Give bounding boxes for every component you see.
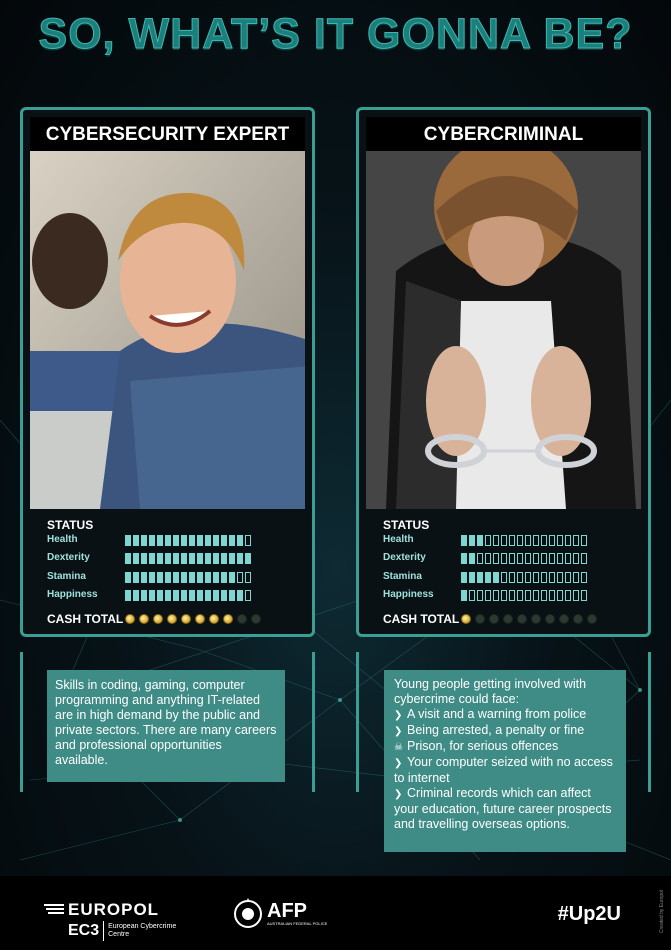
stat-segment bbox=[181, 590, 187, 601]
stat-segment bbox=[205, 553, 211, 564]
stat-segment bbox=[141, 590, 147, 601]
stat-segment bbox=[573, 535, 579, 546]
stat-segment bbox=[565, 553, 571, 564]
stat-segment bbox=[221, 572, 227, 583]
stat-segment bbox=[549, 535, 555, 546]
stat-segment bbox=[165, 572, 171, 583]
afp-wordmark: AFP bbox=[267, 900, 307, 922]
coin-icon bbox=[167, 614, 177, 624]
expert-info-box: Skills in coding, gaming, computer programming and anything IT-related are in high demand by the public and private sectors. There are many careers and professional opportunities available. bbox=[47, 670, 285, 782]
stat-label: Health bbox=[47, 534, 78, 545]
health-bar bbox=[461, 535, 587, 546]
list-item-text: A visit and a warning from police bbox=[407, 707, 587, 721]
stat-segment bbox=[533, 590, 539, 601]
stat-segment bbox=[549, 572, 555, 583]
coin-icon bbox=[573, 614, 583, 624]
arrow-icon: ❯ bbox=[394, 726, 403, 737]
stat-segment bbox=[189, 535, 195, 546]
stat-segment bbox=[573, 590, 579, 601]
cash-coins bbox=[461, 614, 597, 624]
stat-segment bbox=[173, 553, 179, 564]
stat-label: Happiness bbox=[383, 589, 434, 600]
stat-label: Dexterity bbox=[383, 552, 426, 563]
stat-segment bbox=[485, 535, 491, 546]
stat-segment bbox=[565, 590, 571, 601]
page-title: SO, WHAT’S IT GONNA BE? bbox=[38, 10, 633, 58]
stat-segment bbox=[205, 535, 211, 546]
list-item-text: Being arrested, a penalty or fine bbox=[407, 723, 585, 737]
stat-segment bbox=[461, 535, 467, 546]
stat-segment bbox=[493, 590, 499, 601]
coin-icon bbox=[587, 614, 597, 624]
stat-segment bbox=[493, 535, 499, 546]
stat-segment bbox=[141, 535, 147, 546]
stat-segment bbox=[541, 572, 547, 583]
stat-segment bbox=[477, 553, 483, 564]
stat-label: Stamina bbox=[383, 571, 422, 582]
stat-segment bbox=[197, 553, 203, 564]
coin-icon bbox=[209, 614, 219, 624]
stat-segment bbox=[485, 572, 491, 583]
stat-segment bbox=[533, 572, 539, 583]
stat-segment bbox=[149, 553, 155, 564]
stat-segment bbox=[197, 590, 203, 601]
stat-segment bbox=[125, 590, 131, 601]
stat-segment bbox=[189, 553, 195, 564]
stat-segment bbox=[149, 590, 155, 601]
stat-segment bbox=[501, 553, 507, 564]
arrow-icon: ❯ bbox=[394, 789, 403, 800]
stat-label: Stamina bbox=[47, 571, 86, 582]
happiness-bar bbox=[125, 590, 251, 601]
stat-segment bbox=[557, 572, 563, 583]
stat-segment bbox=[533, 535, 539, 546]
stat-segment bbox=[509, 572, 515, 583]
coin-icon bbox=[475, 614, 485, 624]
card-heading: CYBERSECURITY EXPERT bbox=[30, 117, 305, 151]
stat-segment bbox=[565, 572, 571, 583]
stat-segment bbox=[493, 553, 499, 564]
status-heading: STATUS bbox=[47, 518, 94, 532]
stat-segment bbox=[509, 590, 515, 601]
stat-segment bbox=[469, 553, 475, 564]
stat-segment bbox=[125, 535, 131, 546]
stat-segment bbox=[213, 535, 219, 546]
stat-segment bbox=[461, 553, 467, 564]
coin-icon bbox=[237, 614, 247, 624]
stat-segment bbox=[245, 535, 251, 546]
coin-icon bbox=[517, 614, 527, 624]
stat-segment bbox=[173, 590, 179, 601]
stat-segment bbox=[581, 590, 587, 601]
coin-icon bbox=[559, 614, 569, 624]
stat-segment bbox=[237, 572, 243, 583]
coin-icon bbox=[489, 614, 499, 624]
stat-segment bbox=[165, 553, 171, 564]
coin-icon bbox=[153, 614, 163, 624]
stat-segment bbox=[221, 553, 227, 564]
dexterity-bar bbox=[461, 553, 587, 564]
stat-segment bbox=[157, 535, 163, 546]
stat-label: Happiness bbox=[47, 589, 98, 600]
stat-segment bbox=[229, 535, 235, 546]
coin-icon bbox=[139, 614, 149, 624]
stat-segment bbox=[245, 553, 251, 564]
afp-logo[interactable] bbox=[233, 898, 327, 930]
health-bar bbox=[125, 535, 251, 546]
stat-segment bbox=[245, 590, 251, 601]
list-item-text: Criminal records which can affect your education, future career prospects and travelling overseas options. bbox=[394, 786, 612, 831]
stat-segment bbox=[181, 535, 187, 546]
stat-segment bbox=[557, 590, 563, 601]
stamina-bar bbox=[125, 572, 251, 583]
stat-segment bbox=[237, 553, 243, 564]
coin-icon bbox=[503, 614, 513, 624]
stat-segment bbox=[501, 590, 507, 601]
cash-coins bbox=[125, 614, 261, 624]
hashtag: #Up2U bbox=[557, 903, 621, 925]
stat-segment bbox=[213, 553, 219, 564]
stat-segment bbox=[517, 535, 523, 546]
list-item bbox=[394, 755, 616, 786]
stat-segment bbox=[141, 553, 147, 564]
stat-segment bbox=[125, 572, 131, 583]
stat-segment bbox=[133, 553, 139, 564]
stat-segment bbox=[181, 572, 187, 583]
stat-segment bbox=[557, 553, 563, 564]
stat-segment bbox=[157, 590, 163, 601]
europol-wordmark: EUROPOL bbox=[68, 900, 160, 919]
stat-segment bbox=[181, 553, 187, 564]
list-item bbox=[394, 723, 616, 739]
stat-segment bbox=[581, 572, 587, 583]
afp-crest-icon bbox=[233, 898, 263, 930]
expert-photo bbox=[30, 151, 305, 509]
stat-segment bbox=[213, 572, 219, 583]
stat-segment bbox=[525, 590, 531, 601]
stat-segment bbox=[237, 590, 243, 601]
stamina-bar bbox=[461, 572, 587, 583]
stat-segment bbox=[197, 572, 203, 583]
coin-icon bbox=[223, 614, 233, 624]
arrow-icon: ❯ bbox=[394, 710, 403, 721]
stat-segment bbox=[517, 553, 523, 564]
stat-segment bbox=[149, 535, 155, 546]
stat-segment bbox=[477, 535, 483, 546]
list-item bbox=[394, 707, 616, 723]
stat-segment bbox=[493, 572, 499, 583]
stat-segment bbox=[565, 535, 571, 546]
coin-icon bbox=[545, 614, 555, 624]
stat-segment bbox=[549, 590, 555, 601]
stat-segment bbox=[221, 535, 227, 546]
stat-segment bbox=[541, 590, 547, 601]
stat-segment bbox=[245, 572, 251, 583]
stat-segment bbox=[501, 572, 507, 583]
stat-segment bbox=[525, 553, 531, 564]
stat-label: Health bbox=[383, 534, 414, 545]
stat-segment bbox=[133, 590, 139, 601]
stat-segment bbox=[173, 535, 179, 546]
stat-label: Dexterity bbox=[47, 552, 90, 563]
criminal-photo bbox=[366, 151, 641, 509]
status-heading: STATUS bbox=[383, 518, 430, 532]
list-item bbox=[394, 739, 616, 755]
stat-segment bbox=[133, 572, 139, 583]
stat-segment bbox=[469, 590, 475, 601]
stat-segment bbox=[581, 553, 587, 564]
europol-wing-icon bbox=[44, 903, 66, 917]
list-item-text: Your computer seized with no access to internet bbox=[394, 755, 613, 785]
dexterity-bar bbox=[125, 553, 251, 564]
stat-segment bbox=[229, 572, 235, 583]
stat-segment bbox=[237, 535, 243, 546]
arrow-icon: ❯ bbox=[394, 758, 403, 769]
stat-segment bbox=[581, 535, 587, 546]
stat-segment bbox=[517, 590, 523, 601]
stat-segment bbox=[165, 535, 171, 546]
stat-segment bbox=[149, 572, 155, 583]
coin-icon bbox=[195, 614, 205, 624]
coin-icon bbox=[181, 614, 191, 624]
stat-segment bbox=[125, 553, 131, 564]
ec3-wordmark: EC3 bbox=[68, 922, 100, 939]
stat-segment bbox=[485, 553, 491, 564]
cash-total-label: CASH TOTAL bbox=[47, 612, 124, 626]
card-heading: CYBERCRIMINAL bbox=[366, 117, 641, 151]
stat-segment bbox=[229, 553, 235, 564]
stat-segment bbox=[557, 535, 563, 546]
stat-segment bbox=[213, 590, 219, 601]
stat-segment bbox=[469, 535, 475, 546]
afp-subtitle: AUSTRALIAN FEDERAL POLICE bbox=[267, 921, 328, 926]
stat-segment bbox=[157, 572, 163, 583]
stat-segment bbox=[173, 572, 179, 583]
stat-segment bbox=[525, 535, 531, 546]
stat-segment bbox=[525, 572, 531, 583]
stat-segment bbox=[221, 590, 227, 601]
stat-segment bbox=[549, 553, 555, 564]
ec3-subtitle: European Cybercrime bbox=[108, 923, 177, 930]
stat-segment bbox=[477, 590, 483, 601]
stat-segment bbox=[469, 572, 475, 583]
criminal-info-intro: Young people getting involved with cybercrime could face: bbox=[394, 677, 587, 706]
stat-segment bbox=[517, 572, 523, 583]
stat-segment bbox=[485, 590, 491, 601]
stat-segment bbox=[541, 535, 547, 546]
stat-segment bbox=[141, 572, 147, 583]
stat-segment bbox=[533, 553, 539, 564]
stat-segment bbox=[573, 572, 579, 583]
europol-logo[interactable] bbox=[44, 900, 176, 941]
stat-segment bbox=[573, 553, 579, 564]
stat-segment bbox=[205, 590, 211, 601]
stat-segment bbox=[461, 572, 467, 583]
stat-segment bbox=[189, 590, 195, 601]
stat-segment bbox=[229, 590, 235, 601]
coin-icon bbox=[531, 614, 541, 624]
stat-segment bbox=[189, 572, 195, 583]
credit-text: Created by Europol bbox=[659, 890, 665, 934]
card-cybercriminal bbox=[356, 107, 651, 637]
list-item-text: Prison, for serious offences bbox=[407, 739, 559, 753]
list-item bbox=[394, 786, 616, 832]
stat-segment bbox=[165, 590, 171, 601]
ec3-subtitle: Centre bbox=[108, 931, 130, 938]
stat-segment bbox=[509, 535, 515, 546]
stat-segment bbox=[461, 590, 467, 601]
coin-icon bbox=[461, 614, 471, 624]
stat-segment bbox=[205, 572, 211, 583]
coin-icon bbox=[125, 614, 135, 624]
stat-segment bbox=[509, 553, 515, 564]
criminal-info-box bbox=[384, 670, 626, 852]
happiness-bar bbox=[461, 590, 587, 601]
coin-icon bbox=[251, 614, 261, 624]
stat-segment bbox=[197, 535, 203, 546]
card-cybersecurity-expert bbox=[20, 107, 315, 637]
skull-icon: ☠ bbox=[394, 742, 403, 753]
stat-segment bbox=[477, 572, 483, 583]
cash-total-label: CASH TOTAL bbox=[383, 612, 460, 626]
stat-segment bbox=[157, 553, 163, 564]
stat-segment bbox=[541, 553, 547, 564]
stat-segment bbox=[501, 535, 507, 546]
stat-segment bbox=[133, 535, 139, 546]
